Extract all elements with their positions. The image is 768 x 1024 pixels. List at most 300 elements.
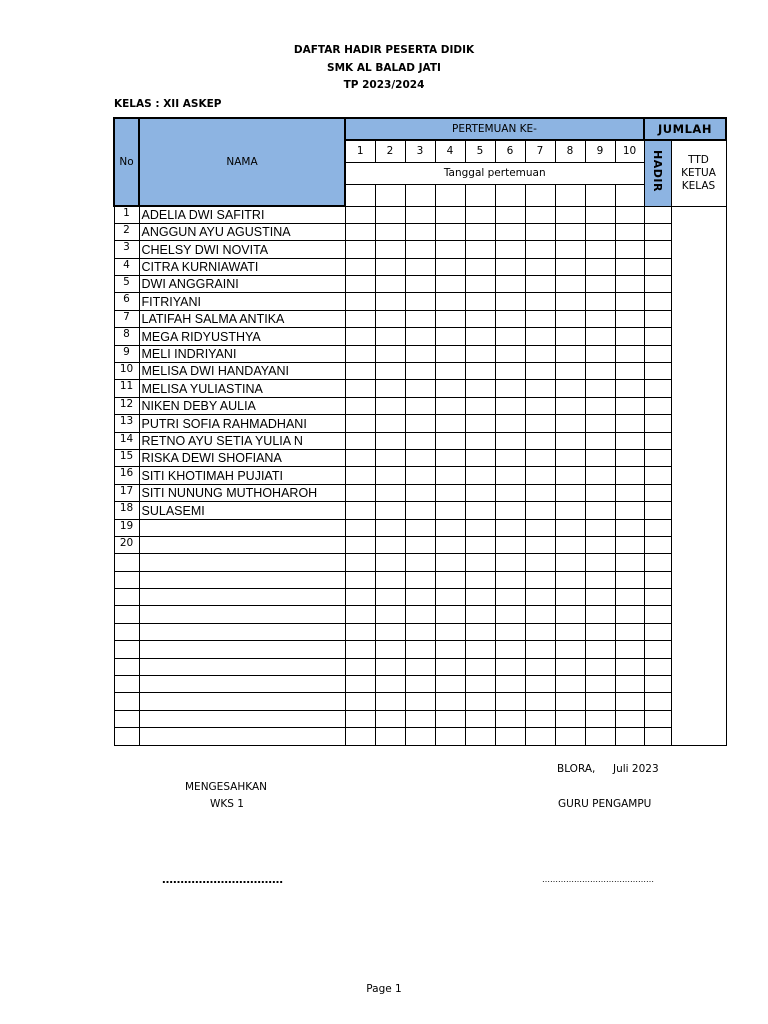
student-no: [114, 710, 139, 727]
student-row: [114, 397, 726, 414]
student-row: [114, 728, 726, 745]
total-hadir-cell: [644, 571, 671, 588]
attendance-cell: [435, 345, 465, 362]
attendance-cell: [465, 449, 495, 466]
attendance-cell: [555, 676, 585, 693]
attendance-cell: [585, 676, 615, 693]
student-row: [114, 502, 726, 519]
attendance-cell: [555, 519, 585, 536]
attendance-cell: [345, 328, 375, 345]
attendance-cell: [375, 258, 405, 275]
attendance-cell: [465, 380, 495, 397]
attendance-cell: [405, 328, 435, 345]
attendance-cell: [375, 223, 405, 240]
attendance-cell: [405, 536, 435, 553]
student-name: [139, 606, 345, 623]
attendance-cell: [615, 536, 644, 553]
attendance-cell: [405, 641, 435, 658]
attendance-cell: [525, 345, 555, 362]
signature-city: BLORA,: [557, 763, 596, 775]
student-row: [114, 328, 726, 345]
attendance-cell: [345, 293, 375, 310]
student-row: [114, 571, 726, 588]
attendance-cell: [585, 658, 615, 675]
attendance-cell: [465, 397, 495, 414]
student-name: [139, 641, 345, 658]
attendance-cell: [495, 623, 525, 640]
attendance-cell: [555, 606, 585, 623]
attendance-cell: [345, 728, 375, 745]
meeting-number-2: 2: [375, 140, 405, 162]
attendance-cell: [525, 693, 555, 710]
meeting-date-cell: [405, 184, 435, 206]
meeting-number-4: 4: [435, 140, 465, 162]
total-hadir-cell: [644, 380, 671, 397]
title-line-3: TP 2023/2024: [343, 79, 425, 91]
attendance-cell: [525, 293, 555, 310]
total-hadir-cell: [644, 554, 671, 571]
student-name: CHELSY DWI NOVITA: [139, 241, 345, 258]
attendance-cell: [375, 554, 405, 571]
attendance-cell: [525, 728, 555, 745]
attendance-cell: [525, 432, 555, 449]
attendance-cell: [585, 363, 615, 380]
meeting-number-6: 6: [495, 140, 525, 162]
attendance-cell: [495, 589, 525, 606]
attendance-cell: [345, 536, 375, 553]
student-no: 9: [114, 345, 139, 362]
attendance-cell: [555, 206, 585, 223]
attendance-cell: [585, 380, 615, 397]
attendance-cell: [465, 571, 495, 588]
total-hadir-cell: [644, 345, 671, 362]
student-no: 8: [114, 328, 139, 345]
attendance-cell: [585, 623, 615, 640]
attendance-cell: [405, 258, 435, 275]
attendance-cell: [495, 432, 525, 449]
attendance-cell: [585, 484, 615, 501]
student-name: [139, 623, 345, 640]
attendance-cell: [465, 276, 495, 293]
student-row: [114, 449, 726, 466]
meeting-date-cell: [615, 184, 644, 206]
attendance-cell: [465, 258, 495, 275]
attendance-cell: [585, 432, 615, 449]
attendance-cell: [435, 258, 465, 275]
attendance-cell: [555, 623, 585, 640]
header-tanggal-pertemuan: Tanggal pertemuan: [345, 162, 644, 184]
student-name: [139, 519, 345, 536]
total-hadir-cell: [644, 606, 671, 623]
attendance-cell: [405, 728, 435, 745]
attendance-cell: [405, 223, 435, 240]
attendance-cell: [465, 310, 495, 327]
total-hadir-cell: [644, 658, 671, 675]
attendance-cell: [435, 380, 465, 397]
attendance-cell: [435, 484, 465, 501]
attendance-cell: [525, 258, 555, 275]
attendance-cell: [435, 449, 465, 466]
total-hadir-cell: [644, 676, 671, 693]
attendance-cell: [465, 676, 495, 693]
attendance-cell: [495, 606, 525, 623]
attendance-cell: [465, 206, 495, 223]
attendance-cell: [555, 728, 585, 745]
attendance-cell: [585, 641, 615, 658]
attendance-cell: [345, 658, 375, 675]
attendance-cell: [405, 676, 435, 693]
attendance-cell: [375, 449, 405, 466]
attendance-cell: [585, 554, 615, 571]
kelas-label: KELAS : XII ASKEP: [114, 98, 222, 110]
attendance-cell: [585, 502, 615, 519]
attendance-cell: [465, 328, 495, 345]
student-row: [114, 484, 726, 501]
student-name: MELISA DWI HANDAYANI: [139, 363, 345, 380]
attendance-cell: [525, 380, 555, 397]
attendance-cell: [345, 484, 375, 501]
student-no: 1: [114, 206, 139, 223]
attendance-cell: [375, 536, 405, 553]
attendance-cell: [405, 467, 435, 484]
attendance-cell: [375, 415, 405, 432]
attendance-cell: [405, 658, 435, 675]
attendance-cell: [615, 484, 644, 501]
attendance-cell: [585, 693, 615, 710]
student-no: 4: [114, 258, 139, 275]
attendance-cell: [345, 380, 375, 397]
header-ttd-ketua-kelas: TTD KETUA KELAS: [671, 140, 726, 206]
attendance-cell: [375, 397, 405, 414]
attendance-cell: [405, 623, 435, 640]
attendance-cell: [615, 328, 644, 345]
student-no: [114, 676, 139, 693]
meeting-date-cell: [435, 184, 465, 206]
student-row: [114, 519, 726, 536]
attendance-cell: [375, 206, 405, 223]
attendance-cell: [585, 397, 615, 414]
attendance-cell: [495, 641, 525, 658]
attendance-cell: [465, 345, 495, 362]
attendance-cell: [615, 258, 644, 275]
attendance-cell: [435, 206, 465, 223]
attendance-cell: [405, 484, 435, 501]
attendance-cell: [495, 710, 525, 727]
attendance-cell: [435, 223, 465, 240]
attendance-cell: [615, 676, 644, 693]
attendance-cell: [555, 693, 585, 710]
attendance-cell: [495, 415, 525, 432]
student-row: [114, 589, 726, 606]
attendance-cell: [345, 554, 375, 571]
total-hadir-cell: [644, 415, 671, 432]
attendance-cell: [375, 328, 405, 345]
attendance-cell: [555, 432, 585, 449]
attendance-cell: [345, 206, 375, 223]
attendance-cell: [555, 641, 585, 658]
title-line-1: DAFTAR HADIR PESERTA DIDIK: [293, 44, 475, 56]
attendance-cell: [555, 293, 585, 310]
student-name: [139, 710, 345, 727]
attendance-cell: [465, 363, 495, 380]
attendance-cell: [495, 728, 525, 745]
attendance-cell: [465, 415, 495, 432]
attendance-cell: [405, 310, 435, 327]
attendance-cell: [615, 554, 644, 571]
attendance-cell: [435, 432, 465, 449]
attendance-cell: [345, 345, 375, 362]
attendance-cell: [585, 328, 615, 345]
student-name: [139, 571, 345, 588]
student-name: ANGGUN AYU AGUSTINA: [139, 223, 345, 240]
attendance-cell: [435, 328, 465, 345]
attendance-cell: [465, 432, 495, 449]
total-hadir-cell: [644, 623, 671, 640]
attendance-cell: [465, 606, 495, 623]
total-hadir-cell: [644, 276, 671, 293]
student-no: [114, 554, 139, 571]
attendance-cell: [495, 536, 525, 553]
attendance-cell: [495, 258, 525, 275]
attendance-cell: [585, 519, 615, 536]
attendance-cell: [495, 658, 525, 675]
attendance-cell: [555, 310, 585, 327]
attendance-cell: [345, 276, 375, 293]
attendance-cell: [405, 363, 435, 380]
attendance-cell: [585, 223, 615, 240]
attendance-cell: [375, 728, 405, 745]
student-name: [139, 676, 345, 693]
attendance-cell: [435, 589, 465, 606]
attendance-cell: [465, 728, 495, 745]
attendance-cell: [345, 415, 375, 432]
attendance-cell: [405, 502, 435, 519]
total-hadir-cell: [644, 206, 671, 223]
attendance-cell: [615, 415, 644, 432]
attendance-cell: [615, 519, 644, 536]
student-name: SULASEMI: [139, 502, 345, 519]
meeting-number-10: 10: [615, 140, 644, 162]
attendance-cell: [555, 589, 585, 606]
total-hadir-cell: [644, 397, 671, 414]
attendance-cell: [495, 328, 525, 345]
meeting-number-5: 5: [465, 140, 495, 162]
student-name: DWI ANGGRAINI: [139, 276, 345, 293]
header-jumlah: JUMLAH: [644, 118, 726, 140]
total-hadir-cell: [644, 641, 671, 658]
attendance-cell: [555, 397, 585, 414]
attendance-cell: [495, 676, 525, 693]
student-no: 15: [114, 449, 139, 466]
student-no: 6: [114, 293, 139, 310]
student-row: [114, 310, 726, 327]
meeting-date-cell: [585, 184, 615, 206]
attendance-cell: [375, 276, 405, 293]
attendance-cell: [405, 693, 435, 710]
attendance-cell: [555, 571, 585, 588]
attendance-cell: [555, 554, 585, 571]
total-hadir-cell: [644, 484, 671, 501]
attendance-cell: [495, 206, 525, 223]
attendance-cell: [585, 206, 615, 223]
attendance-cell: [525, 658, 555, 675]
attendance-cell: [465, 519, 495, 536]
attendance-cell: [615, 710, 644, 727]
attendance-cell: [345, 449, 375, 466]
meeting-date-cell: [375, 184, 405, 206]
total-hadir-cell: [644, 728, 671, 745]
attendance-cell: [405, 519, 435, 536]
student-row: [114, 554, 726, 571]
attendance-cell: [555, 415, 585, 432]
attendance-cell: [525, 328, 555, 345]
student-name: [139, 536, 345, 553]
attendance-cell: [495, 345, 525, 362]
total-hadir-cell: [644, 467, 671, 484]
attendance-cell: [435, 536, 465, 553]
attendance-cell: [495, 241, 525, 258]
student-no: [114, 623, 139, 640]
attendance-cell: [345, 258, 375, 275]
attendance-cell: [525, 415, 555, 432]
attendance-cell: [615, 293, 644, 310]
student-name: CITRA KURNIAWATI: [139, 258, 345, 275]
header-no: No: [114, 118, 139, 206]
attendance-cell: [585, 536, 615, 553]
attendance-cell: [405, 710, 435, 727]
student-no: [114, 693, 139, 710]
student-row: [114, 345, 726, 362]
attendance-cell: [435, 571, 465, 588]
attendance-cell: [405, 432, 435, 449]
attendance-cell: [585, 258, 615, 275]
attendance-cell: [615, 571, 644, 588]
total-hadir-cell: [644, 293, 671, 310]
student-name: MELISA YULIASTINA: [139, 380, 345, 397]
student-name: SITI NUNUNG MUTHOHAROH: [139, 484, 345, 501]
attendance-cell: [465, 467, 495, 484]
total-hadir-cell: [644, 328, 671, 345]
attendance-cell: [615, 223, 644, 240]
attendance-cell: [615, 693, 644, 710]
attendance-cell: [345, 467, 375, 484]
meeting-date-cell: [345, 184, 375, 206]
attendance-cell: [375, 606, 405, 623]
attendance-cell: [525, 554, 555, 571]
signature-left-role: WKS 1: [210, 798, 244, 810]
attendance-cell: [615, 658, 644, 675]
student-row: [114, 658, 726, 675]
attendance-cell: [375, 432, 405, 449]
student-row: [114, 432, 726, 449]
total-hadir-cell: [644, 432, 671, 449]
attendance-cell: [555, 484, 585, 501]
attendance-cell: [465, 589, 495, 606]
attendance-cell: [405, 241, 435, 258]
attendance-cell: [375, 641, 405, 658]
attendance-cell: [555, 363, 585, 380]
attendance-cell: [615, 502, 644, 519]
attendance-cell: [375, 363, 405, 380]
student-no: [114, 658, 139, 675]
student-row: [114, 241, 726, 258]
student-no: [114, 606, 139, 623]
attendance-cell: [525, 241, 555, 258]
attendance-cell: [585, 345, 615, 362]
attendance-cell: [495, 502, 525, 519]
student-no: 13: [114, 415, 139, 432]
total-hadir-cell: [644, 223, 671, 240]
attendance-cell: [555, 345, 585, 362]
meeting-number-3: 3: [405, 140, 435, 162]
attendance-cell: [435, 397, 465, 414]
attendance-cell: [615, 241, 644, 258]
attendance-cell: [615, 623, 644, 640]
attendance-cell: [435, 728, 465, 745]
attendance-cell: [345, 519, 375, 536]
attendance-cell: [585, 276, 615, 293]
attendance-cell: [405, 606, 435, 623]
attendance-cell: [615, 310, 644, 327]
attendance-cell: [375, 710, 405, 727]
header-nama: NAMA: [139, 118, 345, 206]
attendance-cell: [585, 571, 615, 588]
attendance-cell: [585, 293, 615, 310]
attendance-cell: [345, 589, 375, 606]
student-name: [139, 589, 345, 606]
attendance-cell: [495, 519, 525, 536]
student-no: 17: [114, 484, 139, 501]
student-row: [114, 710, 726, 727]
student-no: 10: [114, 363, 139, 380]
header-pertemuan: PERTEMUAN KE-: [345, 118, 644, 140]
attendance-cell: [345, 571, 375, 588]
attendance-cell: [435, 641, 465, 658]
attendance-cell: [525, 519, 555, 536]
attendance-cell: [495, 223, 525, 240]
total-hadir-cell: [644, 449, 671, 466]
attendance-cell: [525, 484, 555, 501]
attendance-cell: [585, 710, 615, 727]
attendance-cell: [615, 345, 644, 362]
attendance-cell: [585, 310, 615, 327]
attendance-cell: [495, 484, 525, 501]
student-name: MELI INDRIYANI: [139, 345, 345, 362]
page-number: Page 1: [366, 983, 402, 995]
attendance-cell: [435, 241, 465, 258]
signature-left-title: MENGESAHKAN: [185, 781, 267, 793]
attendance-cell: [375, 484, 405, 501]
attendance-cell: [435, 276, 465, 293]
attendance-cell: [375, 623, 405, 640]
attendance-cell: [495, 363, 525, 380]
title-line-2: SMK AL BALAD JATI: [327, 62, 441, 74]
attendance-cell: [435, 467, 465, 484]
attendance-cell: [525, 276, 555, 293]
attendance-cell: [345, 693, 375, 710]
attendance-cell: [375, 589, 405, 606]
attendance-cell: [435, 693, 465, 710]
attendance-cell: [525, 536, 555, 553]
attendance-cell: [585, 449, 615, 466]
total-hadir-cell: [644, 310, 671, 327]
attendance-cell: [615, 363, 644, 380]
student-row: [114, 536, 726, 553]
attendance-cell: [375, 467, 405, 484]
student-row: [114, 363, 726, 380]
student-no: [114, 728, 139, 745]
attendance-cell: [585, 415, 615, 432]
